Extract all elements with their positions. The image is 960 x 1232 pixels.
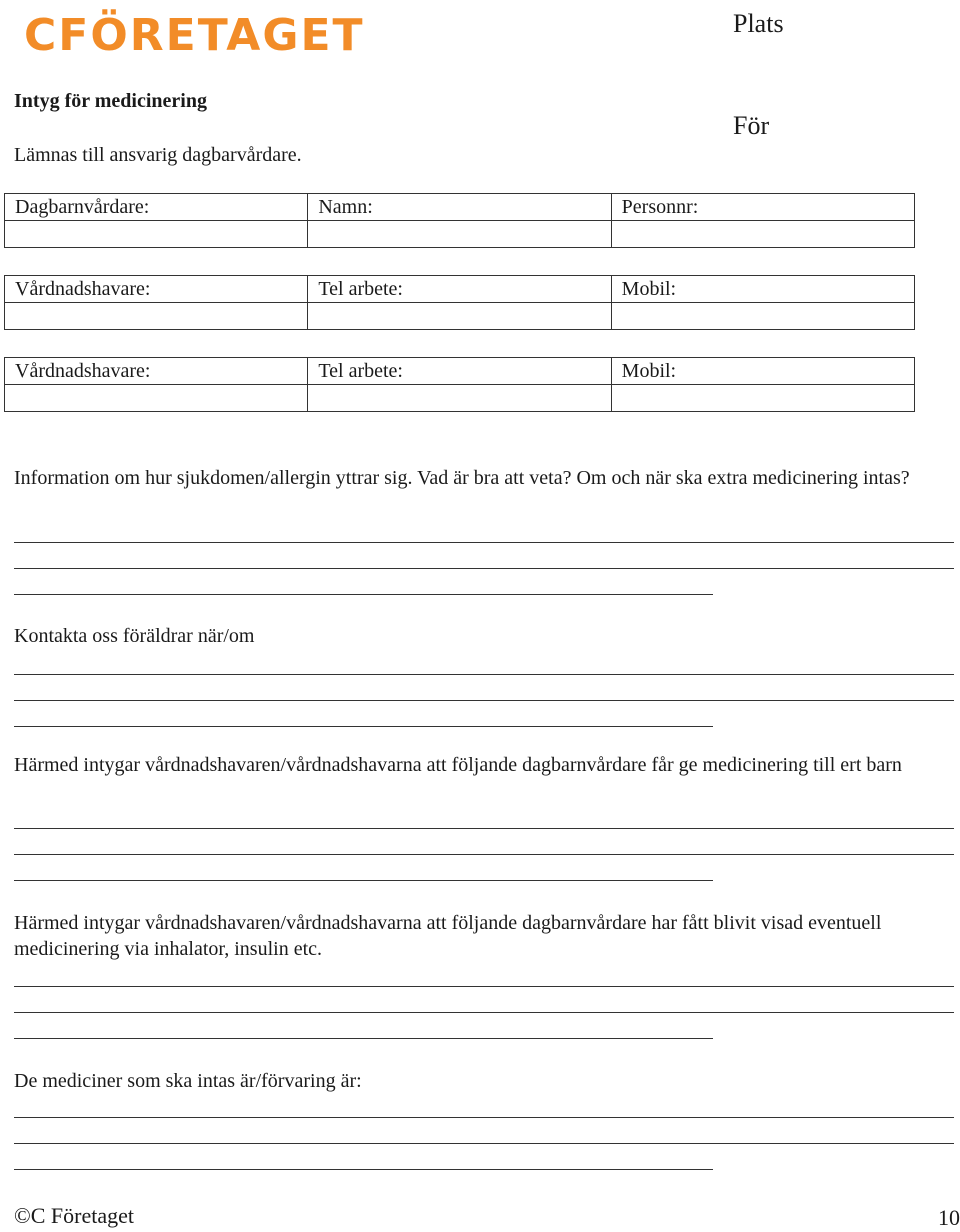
medicines-prompt: De mediciner som ska intas är/förvaring är: xyxy=(14,1070,362,1092)
shown-answer-line-1[interactable] xyxy=(14,986,954,987)
shown-answer-line-3[interactable] xyxy=(14,1038,713,1039)
document-subtitle: Lämnas till ansvarig dagbarvårdare. xyxy=(14,144,302,166)
shown-answer-line-2[interactable] xyxy=(14,1012,954,1013)
table-header-cell: Mobil: xyxy=(611,276,914,303)
table-header-row xyxy=(5,358,915,385)
contact-answer-line-2[interactable] xyxy=(14,700,954,701)
table-header-cell: Tel arbete: xyxy=(308,276,611,303)
info-answer-line-3[interactable] xyxy=(14,594,713,595)
guardian-2-name-field[interactable] xyxy=(5,385,308,412)
guardian-1-name-field[interactable] xyxy=(5,303,308,330)
medicines-answer-line-1[interactable] xyxy=(14,1117,954,1118)
guardian-1-work-phone-field[interactable] xyxy=(308,303,611,330)
info-answer-line-2[interactable] xyxy=(14,568,954,569)
contact-answer-line-3[interactable] xyxy=(14,726,713,727)
guardian-table-2 xyxy=(4,357,915,412)
company-logo: CFÖRETAGET xyxy=(24,10,365,61)
personnr-field[interactable] xyxy=(611,221,914,248)
table-header-cell: Namn: xyxy=(308,194,611,221)
table-input-row xyxy=(5,221,915,248)
table-header-cell: Vårdnadshavare: xyxy=(5,276,308,303)
medicines-answer-line-2[interactable] xyxy=(14,1143,954,1144)
guardian-2-mobile-field[interactable] xyxy=(611,385,914,412)
contact-answer-line-1[interactable] xyxy=(14,674,954,675)
table-header-row xyxy=(5,194,915,221)
certify-prompt: Härmed intygar vårdnadshavaren/vårdnadshavarna att följande dagbarnvårdare får ge medicinering till ert barn xyxy=(14,754,902,776)
namn-field[interactable] xyxy=(308,221,611,248)
for-label: För xyxy=(733,111,770,140)
table-header-row xyxy=(5,276,915,303)
table-input-row xyxy=(5,385,915,412)
document-title: Intyg för medicinering xyxy=(14,90,207,112)
guardian-2-work-phone-field[interactable] xyxy=(308,385,611,412)
table-header-cell: Vårdnadshavare: xyxy=(5,358,308,385)
info-prompt: Information om hur sjukdomen/allergin yttrar sig. Vad är bra att veta? Om och när ska extra medicinering intas? xyxy=(14,467,910,489)
certify-answer-line-3[interactable] xyxy=(14,880,713,881)
table-header-cell: Personnr: xyxy=(611,194,914,221)
shown-prompt: Härmed intygar vårdnadshavaren/vårdnadshavarna att följande dagbarnvårdare har fått blivit visad eventuell medicinering via inhalator, insulin etc. xyxy=(14,912,882,960)
table-header-cell: Tel arbete: xyxy=(308,358,611,385)
plats-label: Plats xyxy=(733,9,784,38)
certify-answer-line-1[interactable] xyxy=(14,828,954,829)
certify-answer-line-2[interactable] xyxy=(14,854,954,855)
table-header-cell: Mobil: xyxy=(611,358,914,385)
table-header-cell: Dagbarnvårdare: xyxy=(5,194,308,221)
guardian-table-1 xyxy=(4,275,915,330)
childcare-table xyxy=(4,193,915,248)
footer-copyright: ©C Företaget xyxy=(14,1203,134,1228)
guardian-1-mobile-field[interactable] xyxy=(611,303,914,330)
table-input-row xyxy=(5,303,915,330)
contact-prompt: Kontakta oss föräldrar när/om xyxy=(14,625,255,647)
medicines-answer-line-3[interactable] xyxy=(14,1169,713,1170)
dagbarnvardare-field[interactable] xyxy=(5,221,308,248)
page-number: 10 xyxy=(938,1205,960,1230)
info-answer-line-1[interactable] xyxy=(14,542,954,543)
